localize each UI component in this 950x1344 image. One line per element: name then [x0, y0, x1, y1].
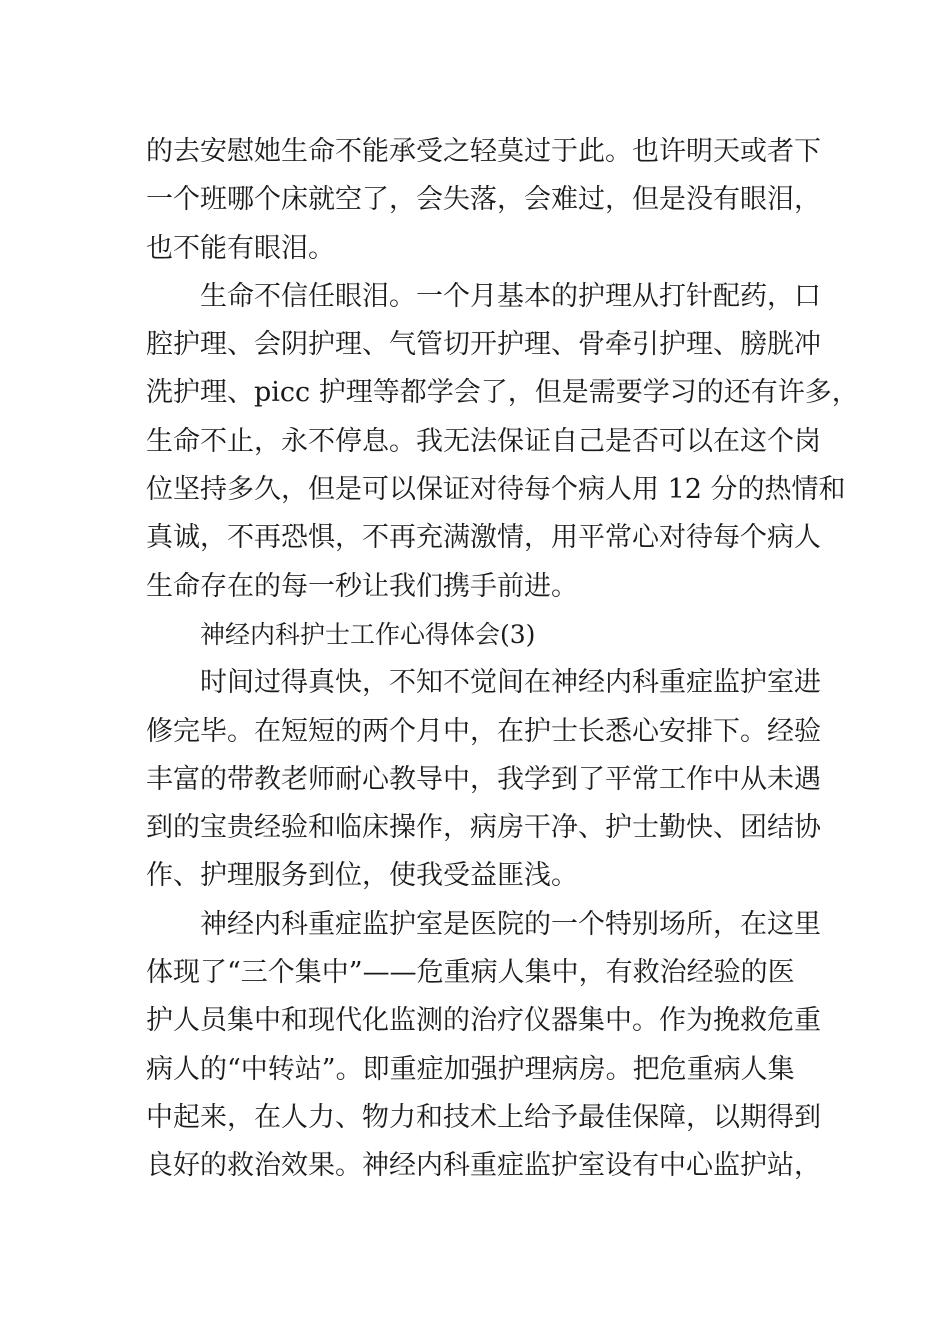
heading-text: 神经内科护士工作心得体会(3) [200, 619, 536, 649]
text-line: 生命不止，永不停息。我无法保证自己是否可以在这个岗 [146, 425, 821, 457]
text-line: 到的宝贵经验和临床操作，病房干净、护士勤快、团结协 [146, 812, 821, 844]
text-line: 中起来，在人力、物力和技术上给予最佳保障，以期得到 [146, 1101, 821, 1133]
text-line: 位坚持多久，但是可以保证对待每个病人用 12 分的热情和 [146, 474, 846, 506]
text-line: 丰富的带教老师耐心教导中，我学到了平常工作中从未遇 [146, 763, 821, 795]
text-line: 病人的“中转站”。即重症加强护理病房。把危重病人集 [146, 1053, 795, 1085]
paragraph-2 [146, 273, 859, 611]
text-line: 修完毕。在短短的两个月中，在护士长悉心安排下。经验 [146, 715, 821, 747]
section-heading [146, 611, 826, 659]
text-line: 的去安慰她生命不能承受之轻莫过于此。也许明天或者下 [146, 136, 821, 167]
text-line: 神经内科重症监护室是医院的一个特别场所，在这里 [200, 908, 821, 940]
text-line: 护人员集中和现代化监测的治疗仪器集中。作为挽救危重 [146, 1005, 821, 1037]
text-line: 良好的救治效果。神经内科重症监护室设有中心监护站， [146, 1150, 821, 1182]
text-line: 洗护理、picc 护理等都学会了，但是需要学习的还有许多， [146, 377, 859, 409]
text-line: 时间过得真快，不知不觉间在神经内科重症监护室进 [200, 667, 821, 699]
text-line: 真诚，不再恐惧，不再充满激情，用平常心对待每个病人 [146, 522, 821, 554]
text-line: 体现了“三个集中”——危重病人集中，有救治经验的医 [146, 957, 795, 989]
text-line: 一个班哪个床就空了，会失落，会难过，但是没有眼泪， [146, 184, 821, 216]
text-line: 腔护理、会阴护理、气管切开护理、骨牵引护理、膀胱冲 [146, 329, 821, 361]
document-body [146, 128, 859, 1191]
paragraph-3 [146, 659, 826, 900]
text-line: 生命存在的每一秒让我们携手前进。 [146, 570, 578, 602]
text-line: 也不能有眼泪。 [146, 232, 335, 264]
paragraph-4 [146, 901, 826, 1191]
paragraph-1 [146, 128, 826, 273]
text-line: 生命不信任眼泪。一个月基本的护理从打针配药，口 [200, 280, 821, 312]
text-line: 作、护理服务到位，使我受益匪浅。 [146, 860, 578, 892]
